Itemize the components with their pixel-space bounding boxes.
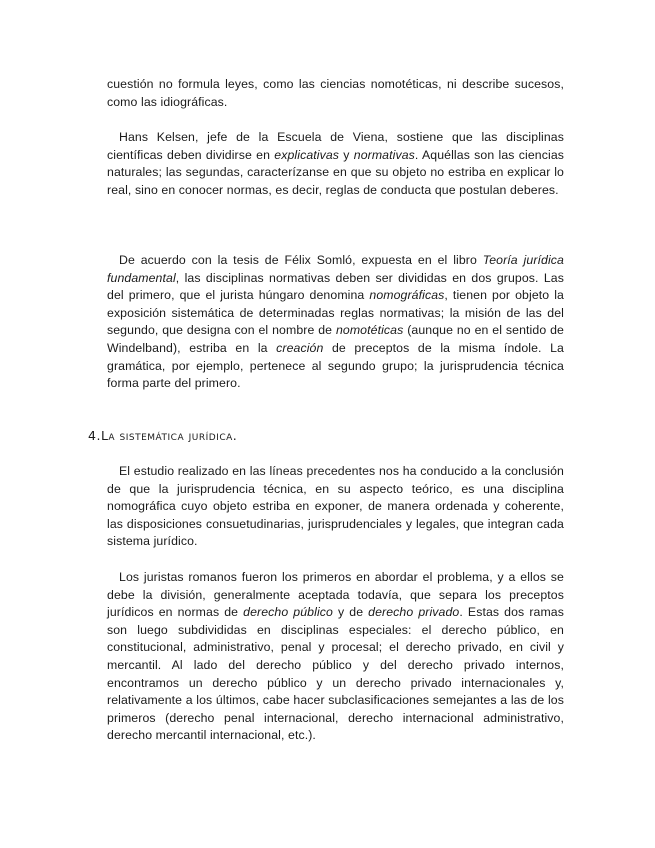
- paragraph-roman-jurists: [107, 569, 564, 745]
- book-title: Teoría jurídica fundamental: [107, 253, 564, 285]
- paragraph-text: . Estas dos ramas son luego subdivididas en disciplinas especiales: el derecho público, en constitucional, administrativo, penal y procesal; el derecho privado, en civil y mercantil. Al lado del derecho público y del derecho privado internos, encontramos un derecho público y un derecho privado internacionales y, relativamente a los últimos, cabe hacer subclasificaciones semejantes a las de los primeros (derecho penal internacional, derecho internacional administrativo, derecho mercantil internacional, etc.).: [107, 605, 564, 743]
- paragraph-systematic-conclusion: [107, 463, 564, 551]
- section-heading: [88, 428, 237, 443]
- term-nomograficas: nomográficas: [369, 288, 445, 303]
- term-normativas: normativas: [353, 147, 415, 162]
- paragraph-text: (aunque no en el sentido de Windelband), estriba en la: [107, 323, 564, 355]
- paragraph-text: , tienen por objeto la exposición sistemática de determinadas reglas normativas; la misión de las del segundo, que designa con el nombre de: [107, 288, 564, 338]
- paragraph-text: De acuerdo con la tesis de Félix Somló, expuesta en el libro: [119, 253, 483, 267]
- section-title: La sistemática jurídica.: [100, 428, 238, 443]
- paragraph-intro-fragment: [107, 76, 564, 111]
- paragraph-text: y: [339, 147, 354, 162]
- term-creacion: creación: [276, 340, 324, 355]
- term-derecho-publico: derecho público: [243, 605, 333, 620]
- paragraph-text: , las disciplinas normativas deben ser divididas en dos grupos. Las del primero, que el jurista húngaro denomina: [107, 270, 564, 303]
- paragraph-kelsen: [107, 129, 564, 199]
- term-derecho-privado: derecho privado: [368, 605, 460, 620]
- paragraph-text: de preceptos de la misma índole. La gramática, por ejemplo, pertenece al segundo grupo; la jurisprudencia técnica forma parte del primero.: [107, 340, 564, 391]
- paragraph-text: Hans Kelsen, jefe de la Escuela de Viena, sostiene que las disciplinas científicas deben dividirse en: [107, 130, 564, 162]
- term-nomoteticas: nomotéticas: [335, 323, 404, 338]
- paragraph-text: El estudio realizado en las líneas precedentes nos ha conducido a la conclusión de que la jurisprudencia técnica, en su aspecto teórico, es una disciplina nomográfica cuyo objeto estriba en exponer, de manera ordenada y coherente, las disposiciones consuetudinarias, jurisprudenciales y legales, que integran cada sistema jurídico.: [107, 464, 564, 549]
- paragraph-text: Los juristas romanos fueron los primeros en abordar el problema, y a ellos se debe la división, generalmente aceptada todavía, que separa los preceptos jurídicos en normas de: [107, 570, 564, 620]
- paragraph-text: y de: [332, 605, 369, 620]
- term-explicativas: explicativas: [274, 147, 340, 162]
- paragraph-text: cuestión no formula leyes, como las ciencias nomotéticas, ni describe sucesos, como las idiográficas.: [107, 77, 564, 109]
- paragraph-text: . Aquéllas son las ciencias naturales; las segundas, caracterízanse en que su objeto no estriba en explicar lo real, sino en conocer normas, es decir, reglas de conducta que postulan deberes.: [107, 147, 565, 197]
- paragraph-somlo: [107, 252, 564, 393]
- section-number: 4.: [88, 428, 101, 443]
